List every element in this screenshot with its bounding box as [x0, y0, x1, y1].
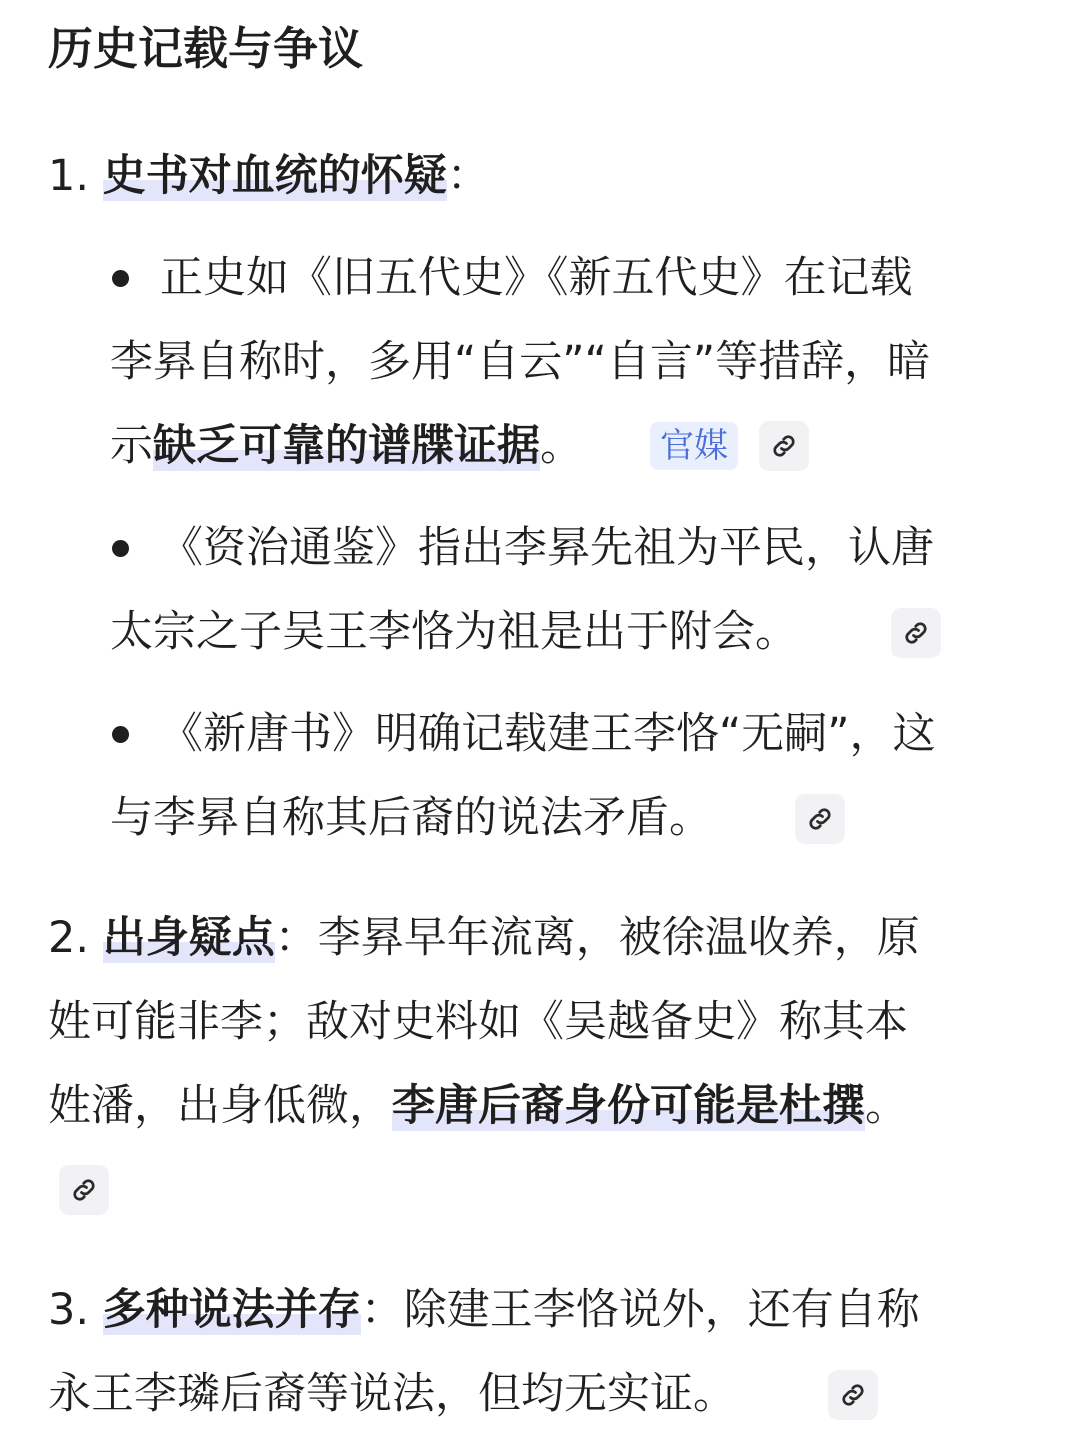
- link-icon: [769, 431, 799, 461]
- section-2-line-2: 姓可能非李；敌对史料如《吴越备史》称其本: [48, 997, 908, 1047]
- bullet-dot: [112, 270, 129, 287]
- source-link-button[interactable]: [59, 1165, 109, 1215]
- section-1-title: 史书对血统的怀疑: [102, 151, 447, 201]
- section-3-title: 多种说法并存: [102, 1285, 361, 1335]
- section-2-highlight: 李唐后裔身份可能是杜撰: [392, 1081, 865, 1131]
- section-1-colon: ：: [446, 151, 490, 201]
- bullet-1-highlight: 缺乏可靠的谱牒证据: [153, 421, 540, 471]
- bullet-3-line-1: 《新唐书》明确记载建王李恪“无嗣”，这: [160, 709, 936, 759]
- source-link-button[interactable]: [891, 608, 941, 658]
- bullet-2-line-1: 《资治通鉴》指出李昪先祖为平民，认唐: [160, 523, 934, 573]
- page-title: 历史记载与争议: [48, 22, 364, 75]
- bullet-1-line-1: 正史如《旧五代史》《新五代史》在记载: [160, 253, 913, 303]
- bullet-1-text: 示: [110, 421, 153, 471]
- link-icon: [901, 618, 931, 648]
- bullet-2-line-2: 太宗之子吴王李恪为祖是出于附会。: [110, 607, 798, 657]
- link-icon: [805, 804, 835, 834]
- section-2-text: ：李昪早年流离，被徐温收养，原: [274, 913, 920, 963]
- link-icon: [838, 1380, 868, 1410]
- section-3-line-2: 永王李璘后裔等说法，但均无实证。: [48, 1369, 736, 1419]
- section-3-line-1: [48, 1280, 920, 1340]
- bullet-dot: [112, 540, 129, 557]
- section-3-text: ：除建王李恪说外，还有自称: [360, 1285, 920, 1335]
- section-2-period: 。: [865, 1081, 908, 1131]
- source-link-button[interactable]: [759, 421, 809, 471]
- section-2-line-1: [48, 908, 920, 968]
- section-2-text: 姓潘，出身低微，: [48, 1081, 392, 1131]
- bullet-1-line-2: 李昪自称时，多用“自云”“自言”等措辞，暗: [110, 337, 931, 387]
- section-1-number: 1.: [48, 151, 90, 201]
- bullet-3-line-2: 与李昪自称其后裔的说法矛盾。: [110, 793, 712, 843]
- source-tag[interactable]: 官媒: [650, 422, 738, 470]
- bullet-1-line-3: [110, 416, 583, 476]
- section-2-title: 出身疑点: [102, 913, 275, 963]
- section-2-number: 2.: [48, 913, 90, 963]
- section-3-number: 3.: [48, 1285, 90, 1335]
- section-1-heading: [48, 146, 490, 206]
- section-2-line-3: [48, 1076, 908, 1136]
- bullet-dot: [112, 726, 129, 743]
- link-icon: [69, 1175, 99, 1205]
- source-link-button[interactable]: [795, 794, 845, 844]
- source-link-button[interactable]: [828, 1370, 878, 1420]
- bullet-1-period: 。: [540, 421, 583, 471]
